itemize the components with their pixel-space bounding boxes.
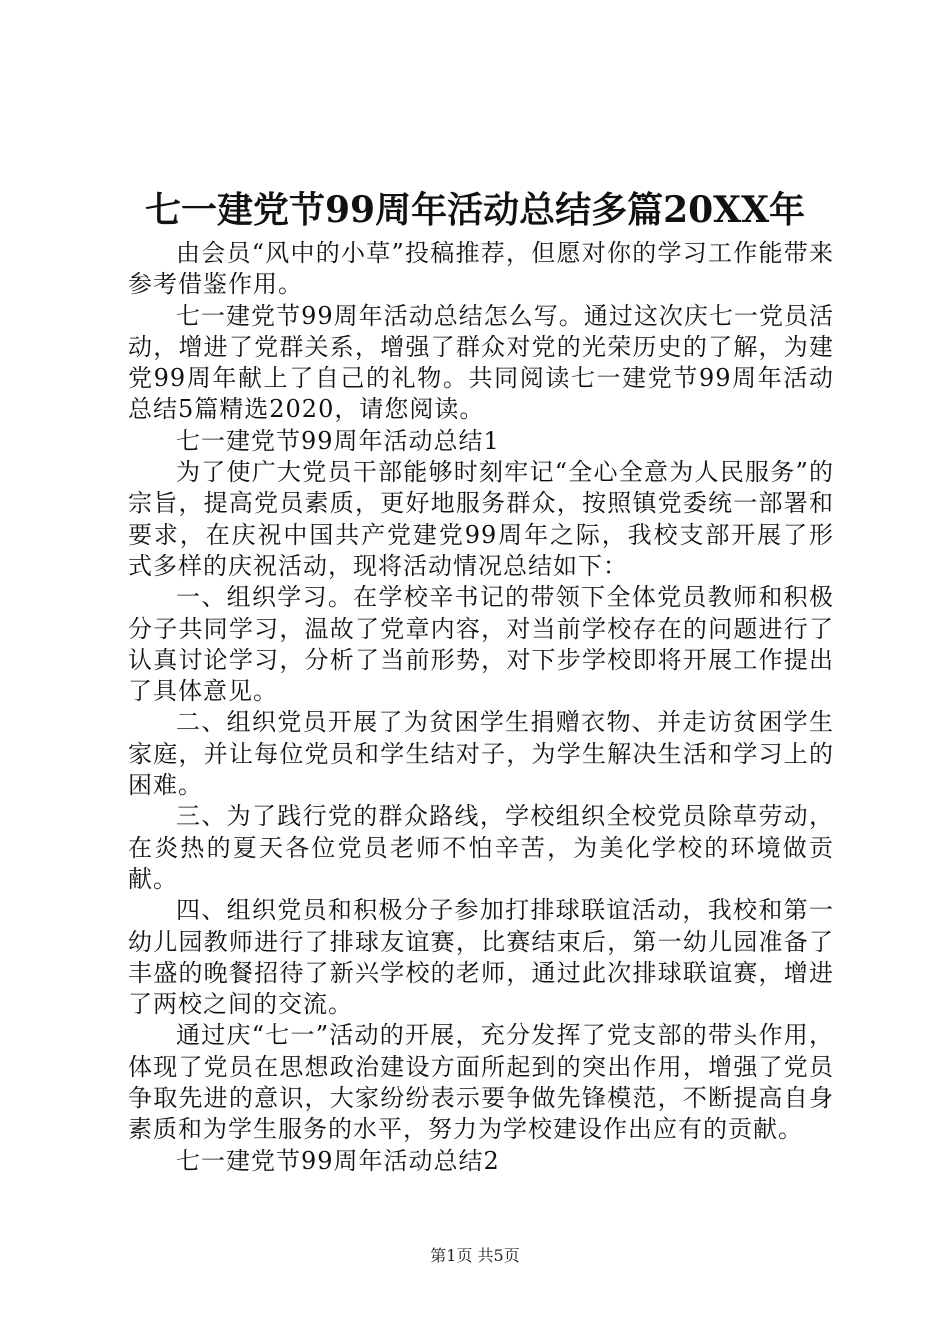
summary-paragraph: 七一建党节99周年活动总结怎么写。通过这次庆七一党员活动，增进了党群关系，增强了群众对党的光荣历史的了解，为建党99周年献上了自己的礼物。共同阅读七一建党节99周年活动总结5篇精选2020，请您阅读。: [128, 301, 834, 424]
item-1-paragraph: 一、组织学习。在学校辛书记的带领下全体党员教师和积极分子共同学习，温故了党章内容，对当前学校存在的问题进行了认真讨论学习，分析了当前形势，对下步学校即将开展工作提出了具体意见。: [128, 583, 834, 706]
item-3-paragraph: 三、为了践行党的群众路线，学校组织全校党员除草劳动，在炎热的夏天各位党员老师不怕辛苦，为美化学校的环境做贡献。: [128, 802, 834, 893]
section-heading-1: 七一建党节99周年活动总结1: [176, 426, 500, 455]
conclusion-paragraph: 通过庆“七一”活动的开展，充分发挥了党支部的带头作用，体现了党员在思想政治建设方面所起到的突出作用，增强了党员争取先进的意识，大家纷纷表示要争做先锋模范，不断提高自身素质和为学生服务的水平，努力为学校建设作出应有的贡献。: [128, 1021, 834, 1144]
section-1-intro-paragraph: 为了使广大党员干部能够时刻牢记“全心全意为人民服务”的宗旨，提高党员素质，更好地服务群众，按照镇党委统一部署和要求，在庆祝中国共产党建党99周年之际，我校支部开展了形式多样的庆祝活动，现将活动情况总结如下：: [128, 458, 834, 580]
document-body: [128, 238, 834, 1177]
section-heading-2: 七一建党节99周年活动总结2: [176, 1146, 500, 1175]
intro-paragraph: 由会员“风中的小草”投稿推荐，但愿对你的学习工作能带来参考借鉴作用。: [128, 239, 834, 299]
document-title: 七一建党节99周年活动总结多篇20XX年: [144, 189, 806, 231]
item-2-paragraph: 二、组织党员开展了为贫困学生捐赠衣物、并走访贫困学生家庭，并让每位党员和学生结对子，为学生解决生活和学习上的困难。: [128, 708, 834, 800]
page-footer: 第1页 共5页: [430, 1246, 520, 1265]
item-4-paragraph: 四、组织党员和积极分子参加打排球联谊活动，我校和第一幼儿园教师进行了排球友谊赛，比赛结束后，第一幼儿园准备了丰盛的晚餐招待了新兴学校的老师，通过此次排球联谊赛，增进了两校之间的交流。: [128, 896, 834, 1019]
